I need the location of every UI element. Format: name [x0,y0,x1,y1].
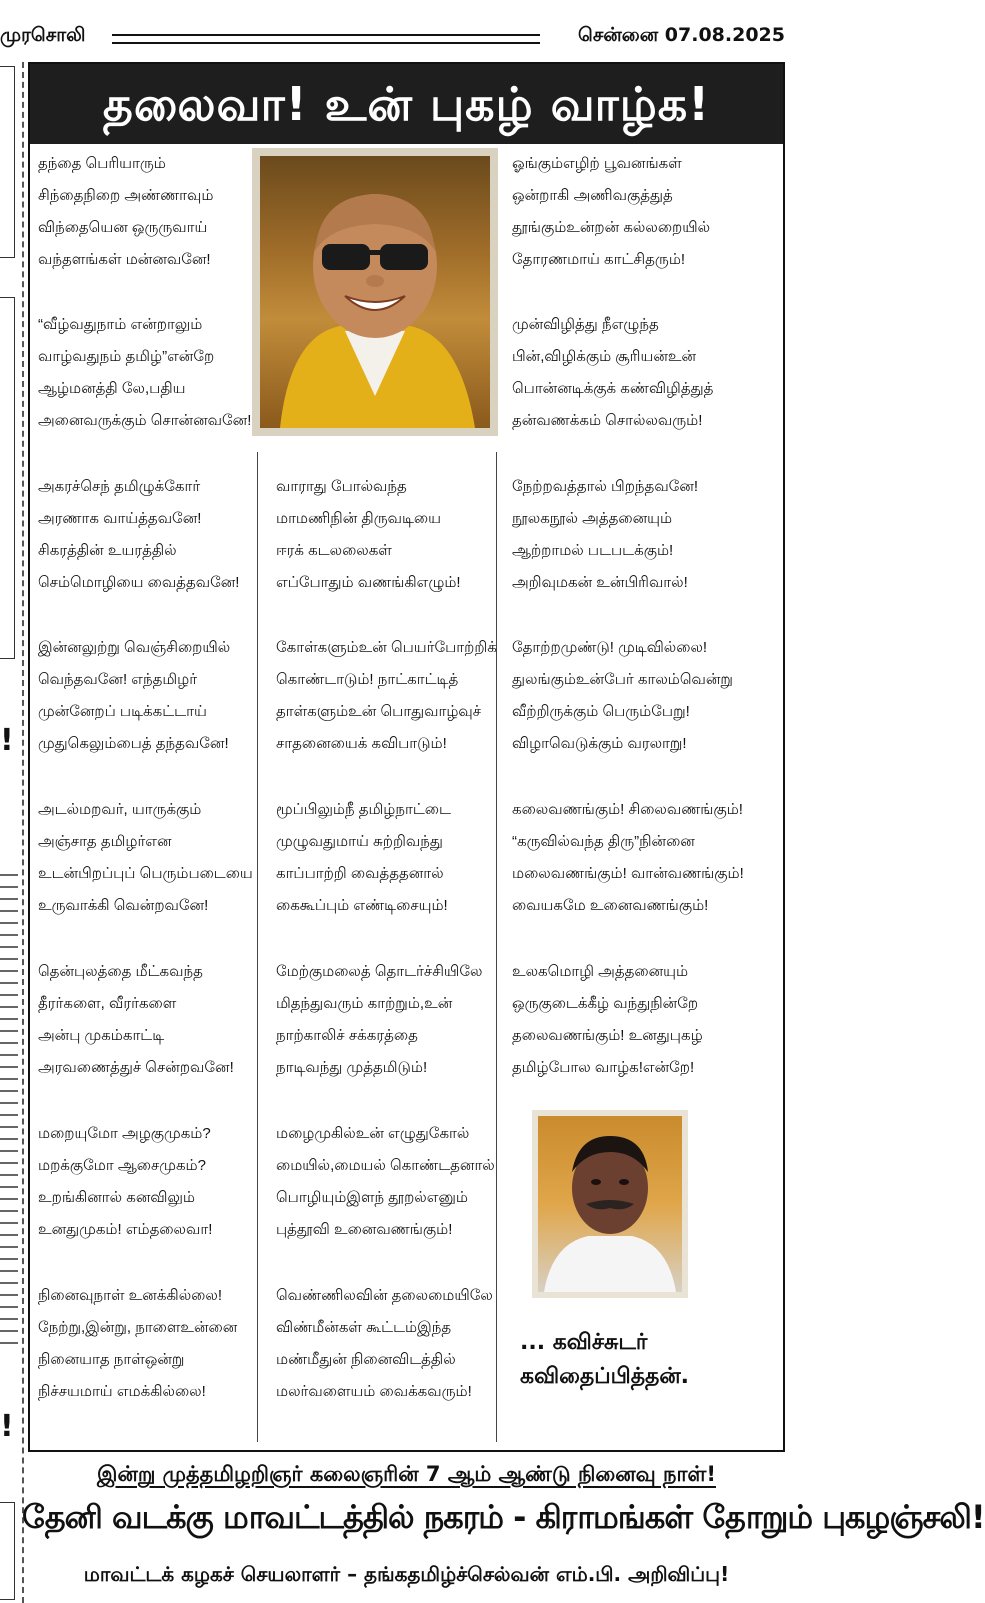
poem-title: தலைவா! உன் புகழ் வாழ்க! [30,64,783,144]
dateline: சென்னை 07.08.2025 [578,24,785,46]
poet-name: கவிதைப்பித்தன். [520,1364,690,1389]
poem-panel [28,62,785,1452]
poem-stanza: உலகமொழி அத்தனையும் ஒருகுடைக்கீழ் வந்துநின்றே தலைவணங்கும்! உனதுபுகழ் தமிழ்போல வாழ்க!என்றே! [512,963,703,1076]
poem-stanza: அகரச்செந் தமிழுக்கோர் அரணாக வாய்த்தவனே! சிகரத்தின் உயரத்தில் செம்மொழியை வைத்தவனே! [38,478,240,591]
masthead [0,14,785,62]
poem-stanza: கோள்களும்உன் பெயர்போற்றிக் கொண்டாடும்! நாட்காட்டித் தாள்களும்உன் பொதுவாழ்வுச் சாதனையைக் கவிபாடும்! [276,639,497,752]
adjacent-headline-fragment: ! [0,723,14,758]
leader-portrait-illustration [260,156,490,428]
poet-title: ... கவிச்சுடர் [520,1330,648,1355]
poem-stanza: “வீழ்வதுநாம் என்றாலும் வாழ்வதுநம் தமிழ்”என்றே ஆழ்மனத்தி லே,பதிய அனைவருக்கும் சொன்னவனே! [38,316,252,429]
adjacent-box [0,66,15,258]
adjacent-text-lines [0,874,18,1354]
adjacent-article-strip [0,62,24,1603]
poem-stanza: கலைவணங்கும்! சிலைவணங்கும்! “கருவில்வந்த திரு”நின்னை மலைவணங்கும்! வான்வணங்கும்! வையகமே உனைவணங்கும்! [512,801,744,914]
poem-stanza: தோற்றமுண்டு! முடிவில்லை! துலங்கும்உன்பேர் காலம்வென்று வீற்றிருக்கும் பெரும்பேறு! விழாவெடுக்கும் வரலாறு! [512,639,733,752]
memorial-announcement: இன்று முத்தமிழறிஞர் கலைஞரின் 7 ஆம் ஆண்டு நினைவு நாள்! [97,1462,716,1486]
adjacent-headline-fragment: ! [0,1409,14,1444]
leader-portrait-photo [252,148,498,436]
footer-subheadline: மாவட்டக் கழகச் செயலாளர் – தங்கதமிழ்ச்செல்வன் எம்.பி. அறிவிப்பு! [83,1562,730,1586]
poem-stanza: தந்தை பெரியாரும் சிந்தைநிறை அண்ணாவும் விந்தையென ஒருருவாய் வந்தளங்கள் மன்னவனே! [38,155,214,268]
poem-stanza: நினைவுநாள் உனக்கில்லை! நேற்று,இன்று, நாளைஉன்னை நினையாத நாள்ஒன்று நிச்சயமாய் எமக்கில்லை! [38,1287,238,1400]
adjacent-box [0,1502,15,1600]
adjacent-box [0,297,15,659]
poem-stanza: மழைமுகில்உன் எழுதுகோல் மையில்,மையல் கொண்டதனால் பொழியும்இளந் தூறல்எனும் புத்தூவி உனைவணங்கும்! [276,1125,495,1238]
poem-stanza: முன்விழித்து நீஎழுந்த பின்,விழிக்கும் சூரியன்உன் பொன்னடிக்குக் கண்விழித்துத் தன்வணக்கம் சொல்லவரும்! [512,316,714,429]
poem-stanza: மேற்குமலைத் தொடர்ச்சியிலே மிதந்துவரும் காற்றும்,உன் நாற்காலிச் சக்கரத்தை நாடிவந்து முத்தமிடும்! [276,963,483,1076]
poet-credit [520,1326,689,1394]
paper-name: முரசொலி [0,24,86,46]
poem-stanza: வாராது போல்வந்த மாமணிநின் திருவடியை ஈரக் கடலலைகள் எப்போதும் வணங்கிஎழும்! [276,478,461,591]
poem-stanza: தென்புலத்தை மீட்கவந்த தீரர்களை, வீரர்களை அன்பு முகம்காட்டி அரவணைத்துச் சென்றவனே! [38,963,234,1076]
poem-stanza: மறையுமோ அழகுமுகம்? மறக்குமோ ஆசைமுகம்? உறங்கினால் கனவிலும் உனதுமுகம்! எம்தலைவா! [38,1125,213,1238]
poet-portrait-photo [532,1110,688,1298]
footer-headline: தேனி வடக்கு மாவட்டத்தில் நகரம் - கிராமங்கள் தோறும் புகழஞ்சலி! [22,1498,985,1536]
poem-stanza: நேற்றவத்தால் பிறந்தவனே! நூலகநூல் அத்தனையும் ஆற்றாமல் படபடக்கும்! அறிவுமகன் உன்பிரிவால்! [512,478,699,591]
poem-stanza: இன்னலுற்று வெஞ்சிறையில் வெந்தவனே! எந்தமிழர் முன்னேறப் படிக்கட்டாய் முதுகெலும்பைத் தந்தவனே! [38,639,231,752]
poem-stanza: அடல்மறவர், யாருக்கும் அஞ்சாத தமிழர்என உடன்பிறப்புப் பெரும்படையை உருவாக்கி வென்றவனே! [38,801,253,914]
masthead-rule [112,34,540,44]
poem-stanza: மூப்பிலும்நீ தமிழ்நாட்டை முழுவதுமாய் சுற்றிவந்து காப்பாற்றி வைத்ததனால் கைகூப்பும் எண்டிசையும்! [276,801,451,914]
poem-stanza: ஓங்கும்எழிற் பூவனங்கள் ஒன்றாகி அணிவகுத்துத் தூங்கும்உன்றன் கல்லறையில் தோரணமாய் காட்சிதரும்! [512,155,711,268]
poem-stanza: வெண்ணிலவின் தலைமையிலே விண்மீன்கள் கூட்டம்இந்த மண்மீதுன் நினைவிடத்தில் மலர்வளையம் வைக்கவரும்! [276,1287,493,1400]
poet-portrait-illustration [538,1116,682,1292]
